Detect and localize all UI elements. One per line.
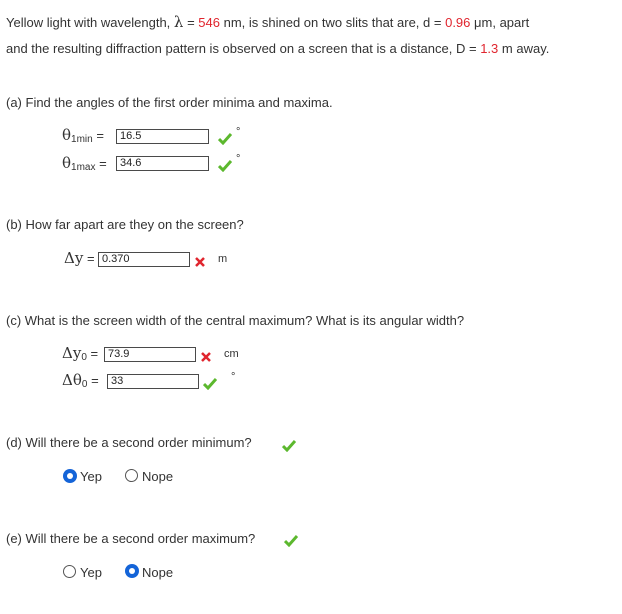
delta-y-symbol: Δy (62, 344, 82, 362)
intro-text: m away. (501, 41, 550, 56)
delta-y-symbol: Δy (64, 249, 84, 267)
question-a: (a) Find the angles of the first order minima and maxima. (6, 95, 333, 110)
radio-e-nope[interactable] (125, 564, 139, 578)
check-icon (218, 133, 232, 145)
question-b: (b) How far apart are they on the screen? (6, 217, 244, 232)
equals-sign: = (99, 156, 107, 171)
subscript: 1max (71, 162, 96, 173)
radio-e-yep[interactable] (63, 565, 76, 578)
intro-text: nm, is shined on two slits that are, d = (223, 15, 442, 30)
question-d: (d) Will there be a second order minimum? (6, 435, 252, 450)
subscript: 0 (81, 352, 87, 363)
intro-text: μm, apart (474, 15, 530, 30)
intro-line-1 (6, 13, 529, 31)
equals-sign: = (90, 346, 99, 361)
cross-icon (195, 257, 205, 267)
radio-d-yep[interactable] (63, 469, 77, 483)
question-e: (e) Will there be a second order maximum? (6, 531, 256, 546)
delta-y-input[interactable]: 0.370 (98, 252, 190, 267)
check-icon (284, 535, 298, 547)
theta-symbol: θ (62, 154, 72, 172)
theta-symbol: θ (62, 126, 72, 144)
delta-theta0-label (62, 371, 99, 390)
intro-text: and the resulting diffraction pattern is observed on a screen that is a distance, D = (6, 41, 477, 56)
cross-icon (201, 352, 211, 362)
degree-unit: ° (236, 126, 241, 138)
delta-y0-input[interactable]: 73.9 (104, 347, 196, 362)
subscript: 1min (71, 134, 93, 145)
radio-d-nope[interactable] (125, 469, 138, 482)
radio-d-nope-label[interactable]: Nope (142, 469, 174, 484)
intro-line-2 (6, 41, 549, 56)
delta-y-label (64, 249, 95, 267)
subscript: 0 (81, 379, 88, 390)
D-value: 1.3 (480, 41, 499, 56)
degree-unit: ° (231, 371, 236, 383)
delta-theta-symbol: Δθ (62, 371, 82, 389)
delta-theta0-input[interactable]: 33 (107, 374, 199, 389)
check-icon (282, 440, 296, 452)
theta-1min-input[interactable]: 16.5 (116, 129, 209, 144)
cm-unit: cm (224, 348, 239, 360)
meter-unit: m (218, 253, 228, 265)
delta-y0-label (62, 344, 98, 363)
degree-unit: ° (236, 153, 241, 165)
radio-d-yep-label[interactable]: Yep (80, 469, 102, 484)
check-icon (203, 378, 217, 390)
intro-text: Yellow light with wavelength, (6, 15, 171, 30)
check-icon (218, 160, 232, 172)
radio-e-nope-label[interactable]: Nope (142, 565, 174, 580)
radio-e-yep-label[interactable]: Yep (80, 565, 102, 580)
lambda-value: 546 (198, 15, 220, 30)
question-c: (c) What is the screen width of the central maximum? What is its angular width? (6, 313, 465, 328)
equals-sign: = (187, 15, 195, 30)
equals-sign: = (91, 373, 99, 388)
theta-1max-input[interactable]: 34.6 (116, 156, 209, 171)
d-value: 0.96 (445, 15, 471, 30)
theta-1max-label (62, 154, 107, 173)
equals-sign: = (86, 251, 95, 266)
lambda-symbol: λ (173, 13, 184, 31)
equals-sign: = (96, 128, 104, 143)
theta-1min-label (62, 126, 104, 145)
